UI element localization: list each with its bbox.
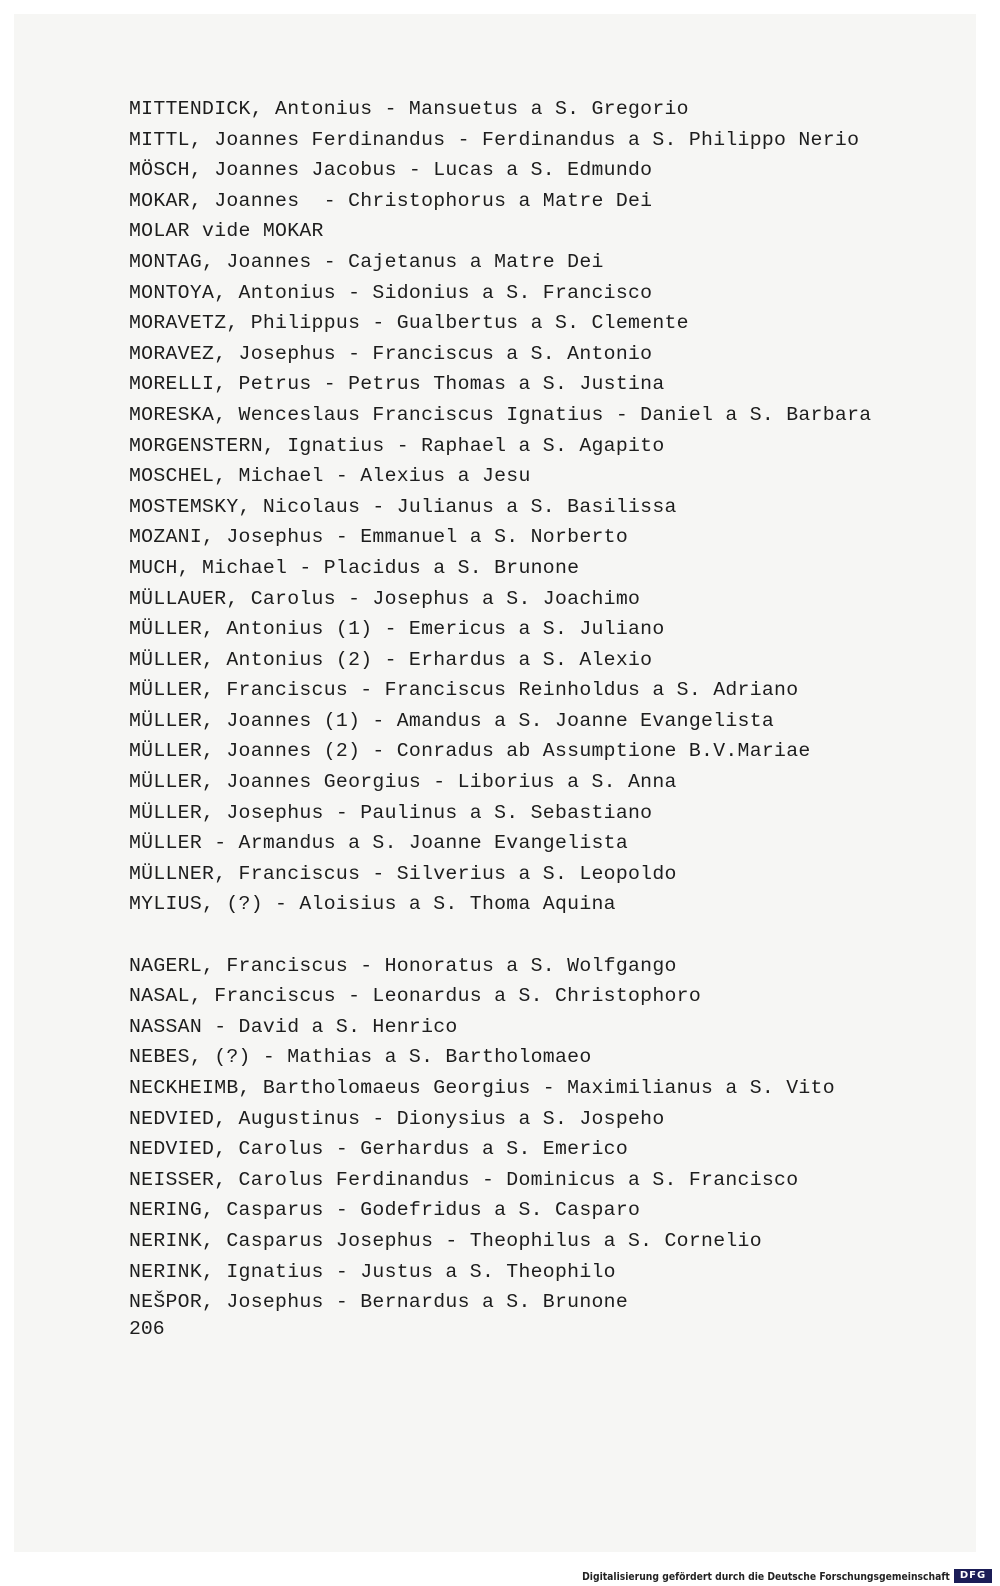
list-item: MONTAG, Joannes - Cajetanus a Matre Dei (129, 250, 604, 273)
page-number: 206 (129, 1318, 165, 1340)
list-item: MOLAR vide MOKAR (129, 220, 324, 243)
list-item: MYLIUS, (?) - Aloisius a S. Thoma Aquina (129, 893, 616, 916)
list-item: NECKHEIMB, Bartholomaeus Georgius - Maximilianus a S. Vito (129, 1077, 835, 1099)
list-item: MÜLLER, Josephus - Paulinus a S. Sebastiano (129, 801, 653, 824)
list-item: MITTENDICK, Antonius - Mansuetus a S. Gregorio (129, 98, 689, 120)
list-item: MÜLLER, Joannes Georgius - Liborius a S. Anna (129, 771, 677, 794)
list-item: NEISSER, Carolus Ferdinandus - Dominicus a S. Francisco (129, 1168, 799, 1191)
list-item: NERINK, Ignatius - Justus a S. Theophilo (129, 1260, 616, 1283)
list-item: MOSTEMSKY, Nicolaus - Julianus a S. Basilissa (129, 495, 677, 518)
list-item: NAGERL, Franciscus - Honoratus a S. Wolfgango (129, 954, 677, 977)
list-item: MÜLLAUER, Carolus - Josephus a S. Joachimo (129, 587, 641, 610)
list-item: MONTOYA, Antonius - Sidonius a S. Francisco (129, 281, 653, 304)
list-item: NERING, Casparus - Godefridus a S. Casparo (129, 1199, 641, 1222)
list-item: MÜLLER, Joannes (1) - Amandus a S. Joanne Evangelista (129, 709, 775, 732)
list-item: MÜLLER, Joannes (2) - Conradus ab Assumptione B.V.Mariae (129, 740, 811, 763)
list-item: MITTL, Joannes Ferdinandus - Ferdinandus a S. Philippo Nerio (129, 128, 860, 151)
list-item: MÜLLER, Franciscus - Franciscus Reinholdus a S. Adriano (129, 679, 799, 702)
list-item: MÜLLER, Antonius (1) - Emericus a S. Juliano (129, 618, 665, 641)
list-item: NEBES, (?) - Mathias a S. Bartholomaeo (129, 1046, 592, 1069)
list-item: MORELLI, Petrus - Petrus Thomas a S. Justina (129, 373, 665, 396)
list-item: NASAL, Franciscus - Leonardus a S. Christophoro (129, 985, 702, 1008)
list-item: MORGENSTERN, Ignatius - Raphael a S. Agapito (129, 434, 665, 457)
list-item: MÖSCH, Joannes Jacobus - Lucas a S. Edmundo (129, 159, 653, 182)
list-item: NERINK, Casparus Josephus - Theophilus a S. Cornelio (129, 1229, 762, 1252)
list-item: MORAVETZ, Philippus - Gualbertus a S. Clemente (129, 312, 689, 335)
list-item: MOKAR, Joannes - Christophorus a Matre Dei (129, 189, 653, 212)
list-item: MORESKA, Wenceslaus Franciscus Ignatius - Daniel a S. Barbara (129, 403, 872, 426)
name-index-list (129, 94, 871, 1318)
list-item: MORAVEZ, Josephus - Franciscus a S. Antonio (129, 342, 653, 365)
list-item: NEDVIED, Augustinus - Dionysius a S. Jospeho (129, 1107, 665, 1130)
list-item: NEDVIED, Carolus - Gerhardus a S. Emerico (129, 1138, 628, 1161)
list-item: NEŠPOR, Josephus - Bernardus a S. Brunone (129, 1291, 628, 1314)
list-item: MOZANI, Josephus - Emmanuel a S. Norberto (129, 526, 628, 549)
dfg-logo: DFG (954, 1569, 992, 1583)
list-item: MÜLLNER, Franciscus - Silverius a S. Leopoldo (129, 862, 677, 885)
list-item: NASSAN - David a S. Henrico (129, 1015, 458, 1038)
digitization-credit: Digitalisierung gefördert durch die Deutsche Forschungsgemeinschaft (582, 1571, 950, 1583)
list-item: MUCH, Michael - Placidus a S. Brunone (129, 556, 580, 579)
list-item: MÜLLER - Armandus a S. Joanne Evangelista (129, 832, 628, 855)
list-item: MÜLLER, Antonius (2) - Erhardus a S. Alexio (129, 648, 653, 671)
list-item: MOSCHEL, Michael - Alexius a Jesu (129, 465, 531, 488)
